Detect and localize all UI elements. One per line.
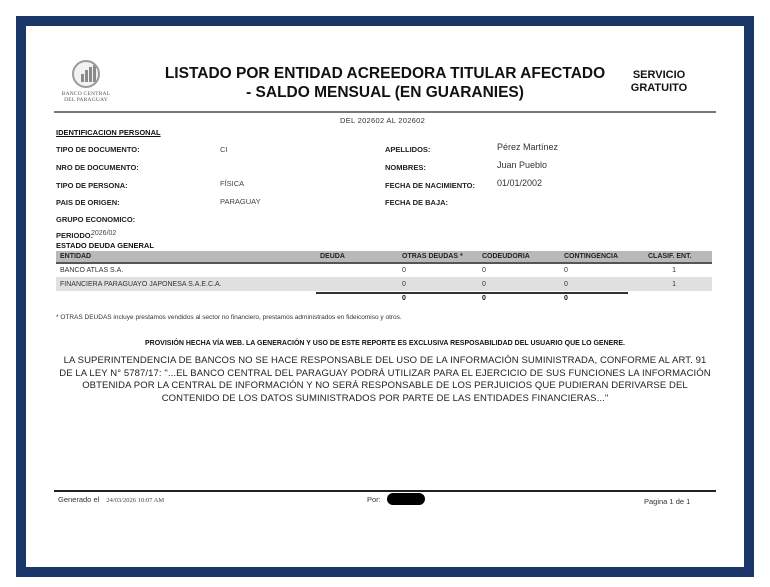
total-otras: 0 (402, 295, 406, 302)
country-label: PAIS DE ORIGEN: (56, 198, 120, 207)
period-value: 2026/02 (91, 230, 117, 237)
report-title: LISTADO POR ENTIDAD ACREEDORA TITULAR AFECTADO - SALDO MENSUAL (EN GUARANIES) (164, 65, 606, 101)
logo-text: BANCO CENTRAL DEL PARAGUAY (61, 91, 111, 103)
period-range: DEL 202602 AL 202602 (340, 116, 426, 125)
termination-date-label: FECHA DE BAJA: (385, 198, 449, 207)
cell-contingencia: 0 (560, 277, 644, 291)
debt-table (56, 251, 712, 291)
debt-section-title: ESTADO DEUDA GENERAL (56, 241, 154, 250)
names-label: NOMBRES: (385, 163, 426, 172)
bank-building-icon (72, 60, 100, 88)
col-otras-deudas: OTRAS DEUDAS * (398, 251, 478, 263)
surname-value: Pérez Martínez (497, 142, 559, 152)
total-codeudoria: 0 (482, 295, 486, 302)
totals-divider (316, 292, 628, 294)
col-contingencia: CONTINGENCIA (560, 251, 644, 263)
cell-deuda (316, 277, 398, 291)
names-value: Juan Pueblo (497, 160, 548, 170)
footer-divider (54, 490, 716, 492)
person-type-value: FÍSICA (220, 179, 245, 188)
cell-contingencia: 0 (564, 267, 568, 274)
cell-entidad: BANCO ATLAS S.A. (60, 267, 124, 274)
cell-entidad: FINANCIERA PARAGUAYO JAPONESA S.A.E.C.A. (56, 277, 316, 291)
generated-info (58, 495, 164, 504)
table-row (56, 277, 712, 291)
legal-disclaimer: LA SUPERINTENDENCIA DE BANCOS NO SE HACE RESPONSABLE DEL USO DE LA INFORMACIÓN SUMINISTRADA, CONFORME AL ART. 91 DE LA LEY N° 5787/17: "...EL BANCO CENTRAL DEL PARAGUAY PODRÁ UTILIZAR PARA EL EJERCICIO DE SUS FUNCIONES LA INFORMACIÓN OBTENIDA POR LA CENTRAL DE INFORMACIÓN Y NO SERÁ RESPONSABLE DE LOS PERJUICIOS QUE PUDIERAN DERIVARSE DEL CONTENIDO DE LOS DATOS SUMINISTRADOS POR PARTE DE LAS ENTIDADES FINANCIERAS..." (59, 355, 711, 404)
footnote: * OTRAS DEUDAS incluye prestamos vendidos al sector no financiero, prestamos administrados en fideicomiso y otros. (56, 314, 402, 321)
birthdate-label: FECHA DE NACIMIENTO: (385, 181, 475, 190)
debt-table-header (56, 251, 712, 263)
table-row (56, 263, 712, 277)
birthdate-value: 01/01/2002 (497, 178, 543, 188)
cell-clasif: 1 (644, 277, 712, 291)
doc-number-label: NRO DE DOCUMENTO: (56, 163, 139, 172)
cell-codeudoria: 0 (478, 277, 560, 291)
cell-otras: 0 (402, 267, 406, 274)
generated-by-label: Por: (367, 495, 381, 504)
service-badge: SERVICIO GRATUITO (630, 69, 688, 94)
bcp-logo (56, 60, 116, 103)
col-entidad: ENTIDAD (56, 251, 316, 263)
person-type-label: TIPO DE PERSONA: (56, 181, 128, 190)
total-contingencia: 0 (564, 295, 568, 302)
generated-label: Generado el (58, 495, 100, 504)
identification-section-title: IDENTIFICACION PERSONAL (56, 128, 161, 137)
col-codeudoria: CODEUDORIA (478, 251, 560, 263)
cell-otras: 0 (398, 277, 478, 291)
doc-type-label: TIPO DE DOCUMENTO: (56, 145, 140, 154)
redacted-user (387, 493, 425, 505)
page-number: Pagina 1 de 1 (644, 497, 691, 506)
generated-date: 24/03/2026 10:07 AM (106, 497, 165, 504)
col-clasif: CLASIF. ENT. (644, 251, 712, 263)
cell-deuda (316, 263, 398, 277)
period-label: PERIODO: (56, 231, 94, 240)
header-divider (54, 111, 716, 113)
cell-codeudoria: 0 (482, 267, 486, 274)
col-deuda: DEUDA (316, 251, 398, 263)
cell-clasif: 1 (672, 267, 676, 274)
surname-label: APELLIDOS: (385, 145, 431, 154)
provision-notice: PROVISIÓN HECHA VÍA WEB. LA GENERACIÓN Y USO DE ESTE REPORTE ES EXCLUSIVA RESPOSABILIDAD DEL USUARIO QUE LO GENERE. (145, 340, 625, 347)
doc-type-value: CI (220, 145, 228, 154)
economic-group-label: GRUPO ECONOMICO: (56, 215, 136, 224)
country-value: PARAGUAY (220, 197, 261, 206)
